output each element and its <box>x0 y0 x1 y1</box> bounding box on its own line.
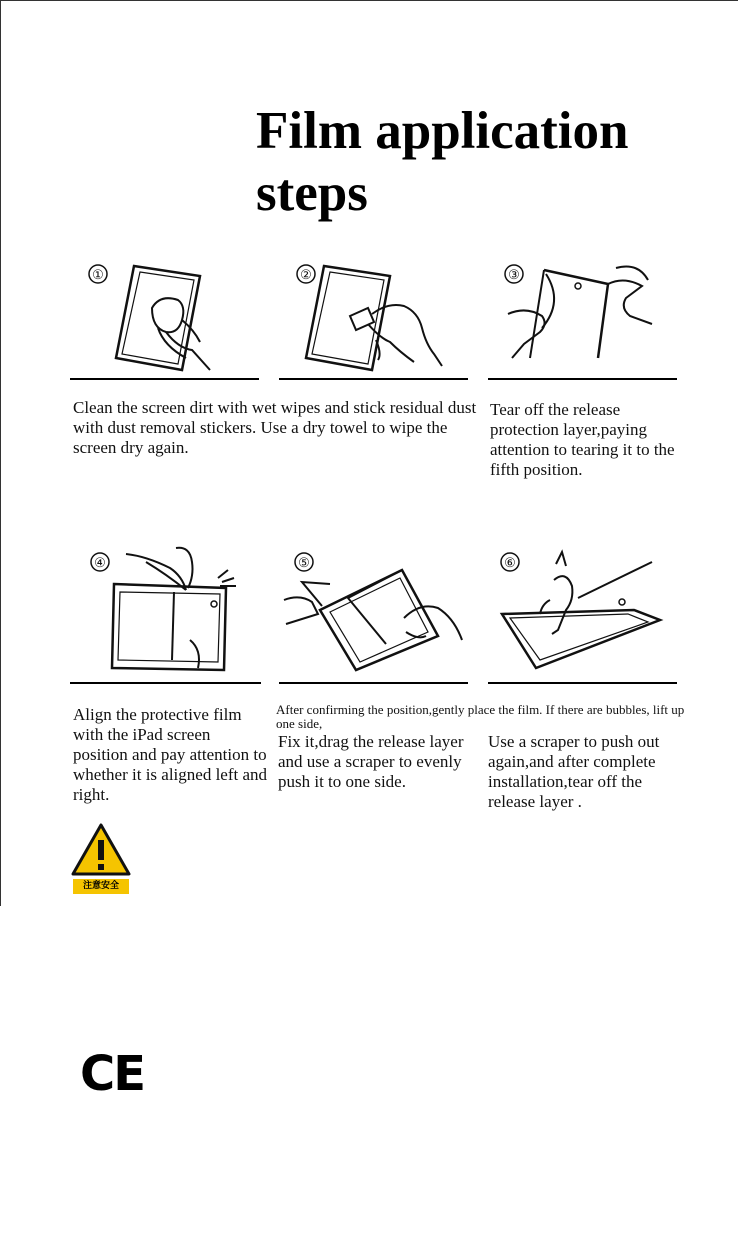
page-border-left <box>0 0 1 906</box>
step6-divider <box>488 682 677 684</box>
step1-number: ① <box>92 268 104 283</box>
step5-illustration <box>278 540 468 680</box>
warning-label: 注意安全 <box>73 879 129 894</box>
step3-divider <box>488 378 677 380</box>
step3-text: Tear off the release protection layer,paying attention to tearing it to the fifth position. <box>490 400 675 479</box>
step4-illustration <box>86 540 256 680</box>
step1-illustration <box>82 258 252 376</box>
ce-mark: CE <box>80 1046 145 1102</box>
step5-number: ⑤ <box>298 556 310 571</box>
step6-illustration <box>496 540 666 680</box>
page-title: Film application steps <box>256 102 629 222</box>
step3-number: ③ <box>508 268 520 283</box>
step5-note: After confirming the position,gently place the film. If there are bubbles, lift up one side, <box>276 702 685 731</box>
step2-number: ② <box>300 268 312 283</box>
step1-text: Clean the screen dirt with wet wipes and stick residual dust with dust removal stickers. Use a dry towel to wipe the screen dry again. <box>73 398 477 457</box>
step1-divider <box>70 378 259 380</box>
page-border-top <box>0 0 738 1</box>
step5-divider <box>279 682 468 684</box>
step6-number: ⑥ <box>504 556 516 571</box>
step4-divider <box>70 682 261 684</box>
step6-text: Use a scraper to push out again,and after complete installation,tear off the release layer . <box>488 732 660 811</box>
step4-number: ④ <box>94 556 106 571</box>
step5-text: Fix it,drag the release layer and use a scraper to evenly push it to one side. <box>278 732 464 791</box>
step4-text: Align the protective film with the iPad screen position and pay attention to whether it is aligned left and right. <box>73 705 268 804</box>
step2-divider <box>279 378 468 380</box>
step3-illustration <box>502 258 672 376</box>
step2-illustration <box>292 258 462 376</box>
